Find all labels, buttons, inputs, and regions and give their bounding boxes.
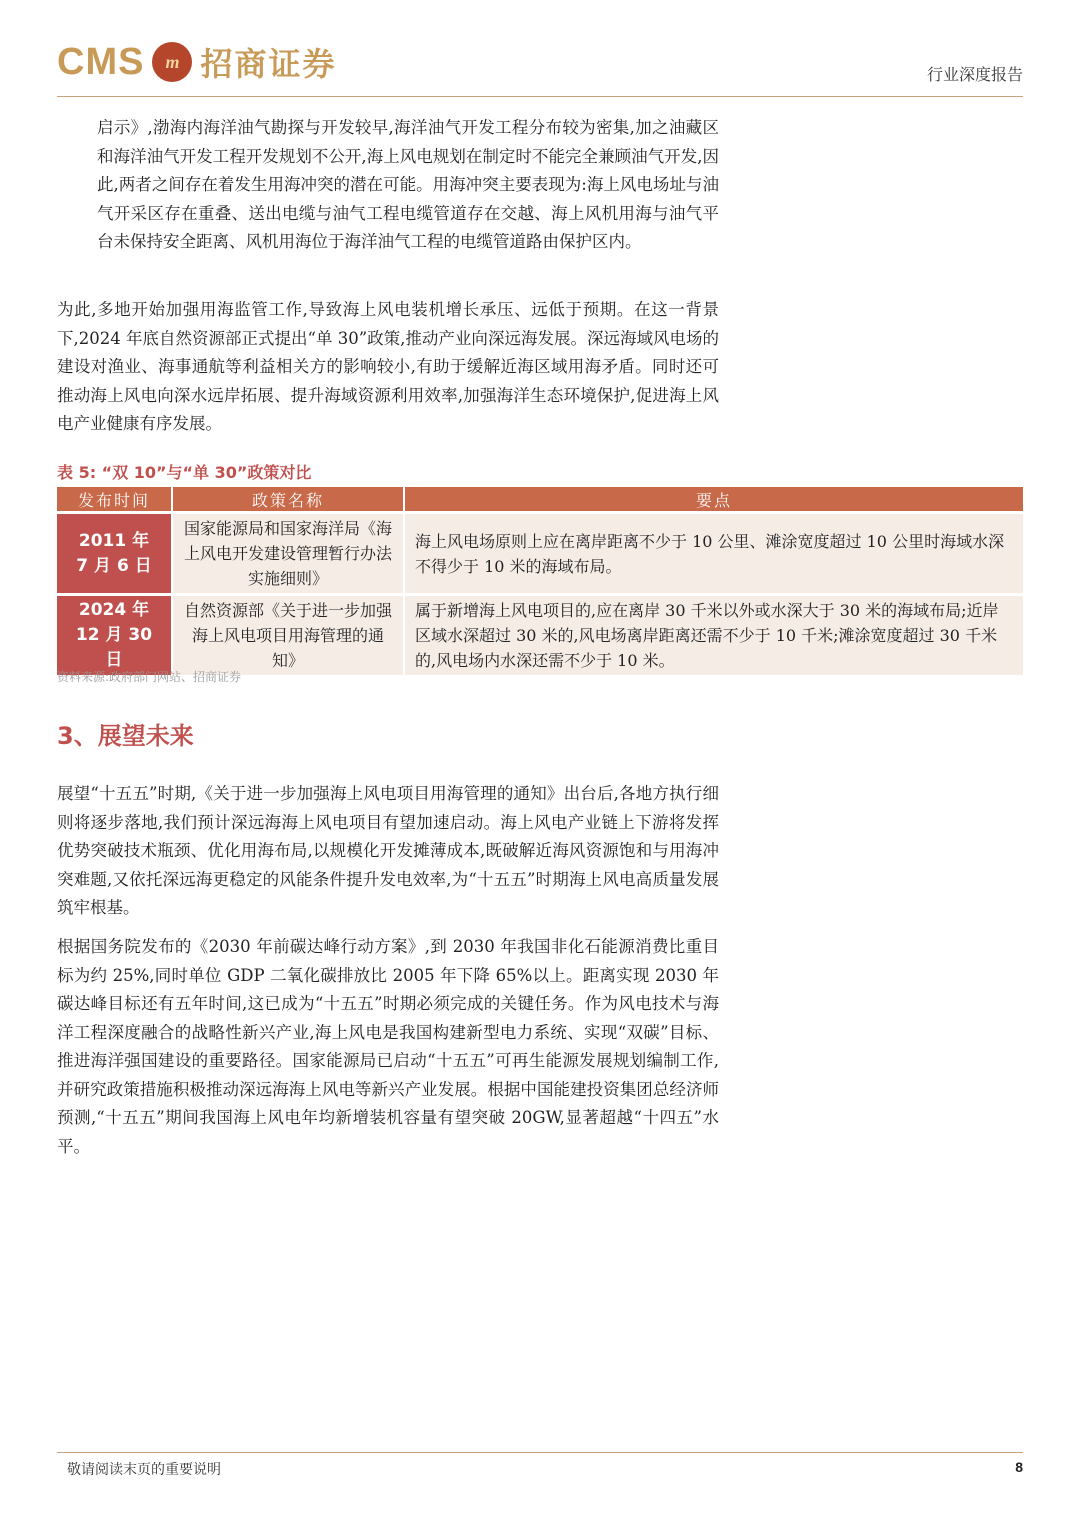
logo-chinese-text: 招商证券 [200, 45, 337, 83]
table-caption: 表 5: “双 10”与“单 30”政策对比 [57, 463, 312, 482]
date-day: 12 月 30 日 [75, 625, 153, 670]
header-policy-name: 政策名称 [172, 487, 404, 513]
page-number: 8 [1015, 1459, 1023, 1475]
date-year: 2011 年 [78, 530, 150, 551]
quoted-paragraph: 启示》,渤海内海洋油气勘探与开发较早,海洋油气开发工程分布较为密集,加之油藏区和海洋油气开发工程开发规划不公开,海上风电规划在制定时不能完全兼顾油气开发,因此,两者之间存在着发生用海冲突的潜在可能。用海冲突主要表现为:海上风电场址与油气开采区存在重叠、送出电缆与油气工程电缆管道存在交越、海上风机用海与油气平台未保持安全距离、风机用海位于海洋油气工程的电缆管道路由保护区内。 [97, 118, 719, 251]
row-date [57, 513, 172, 595]
cms-logo [57, 40, 336, 84]
body-paragraph-2: 展望“十五五”时期,《关于进一步加强海上风电项目用海管理的通知》出台后,各地方执行细则将逐步落地,我们预计深远海海上风电项目有望加速启动。海上风电产业链上下游将发挥优势突破技术瓶颈、优化用海布局,以规模化开发摊薄成本,既破解近海风资源饱和与用海冲突难题,又依托深远海更稳定的风能条件提升发电效率,为“十五五”时期海上风电高质量发展筑牢根基。 [57, 784, 719, 917]
report-type-label: 行业深度报告 [926, 65, 1023, 84]
table-source: 资料来源:政府部门网站、招商证券 [57, 670, 242, 684]
row-date [57, 595, 172, 676]
row-policy-name: 自然资源部《关于进一步加强海上风电项目用海管理的通知》 [172, 595, 404, 676]
header-date: 发布时间 [57, 487, 172, 513]
logo-cms-text: CMS [57, 40, 145, 83]
logo-mark-icon: m [152, 42, 192, 82]
section-title: 3、展望未来 [57, 722, 194, 750]
table-row [57, 595, 1023, 676]
page-footer [57, 1452, 1023, 1478]
page-header [57, 40, 1023, 97]
date-year: 2024 年 [78, 600, 150, 620]
row-policy-name: 国家能源局和国家海洋局《海上风电开发建设管理暂行办法实施细则》 [172, 513, 404, 595]
row-key-points: 海上风电场原则上应在离岸距离不少于 10 公里、滩涂宽度超过 10 公里时海域水深不得少于 10 米的海域布局。 [404, 513, 1023, 595]
body-paragraph-1: 为此,多地开始加强用海监管工作,导致海上风电装机增长承压、远低于预期。在这一背景下,2024 年底自然资源部正式提出“单 30”政策,推动产业向深远海发展。深远海域风电场的建设对渔业、海事通航等利益相关方的影响较小,有助于缓解近海区域用海矛盾。同时还可推动海上风电向深水远岸拓展、提升海域资源利用效率,加强海洋生态环境保护,促进海上风电产业健康有序发展。 [57, 300, 719, 433]
policy-comparison-table [57, 487, 1023, 675]
footer-disclaimer: 敬请阅读末页的重要说明 [67, 1462, 221, 1478]
row-key-points: 属于新增海上风电项目的,应在离岸 30 千米以外或水深大于 30 米的海域布局;近岸区域水深超过 30 米的,风电场离岸距离还需不少于 10 千米;滩涂宽度超过 30 千米的,风电场内水深还需不少于 10 米。 [404, 595, 1023, 676]
table-row [57, 513, 1023, 595]
table-header-row [57, 487, 1023, 513]
date-day: 7 月 6 日 [76, 555, 152, 576]
header-key-points: 要点 [404, 487, 1023, 513]
body-paragraph-3: 根据国务院发布的《2030 年前碳达峰行动方案》,到 2030 年我国非化石能源消费比重目标为约 25%,同时单位 GDP 二氧化碳排放比 2005 年下降 65%以上。距离实现 2030 年碳达峰目标还有五年时间,这已成为“十五五”时期必须完成的关键任务。作为风电技术与海洋工程深度融合的战略性新兴产业,海上风电是我国构建新型电力系统、实现“双碳”目标、推进海洋强国建设的重要路径。国家能源局已启动“十五五”可再生能源发展规划编制工作,并研究政策措施积极推动深远海海上风电等新兴产业发展。根据中国能建投资集团总经济师预测,“十五五”期间我国海上风电年均新增装机容量有望突破 20GW,显著超越“十四五”水平。 [57, 937, 719, 1156]
